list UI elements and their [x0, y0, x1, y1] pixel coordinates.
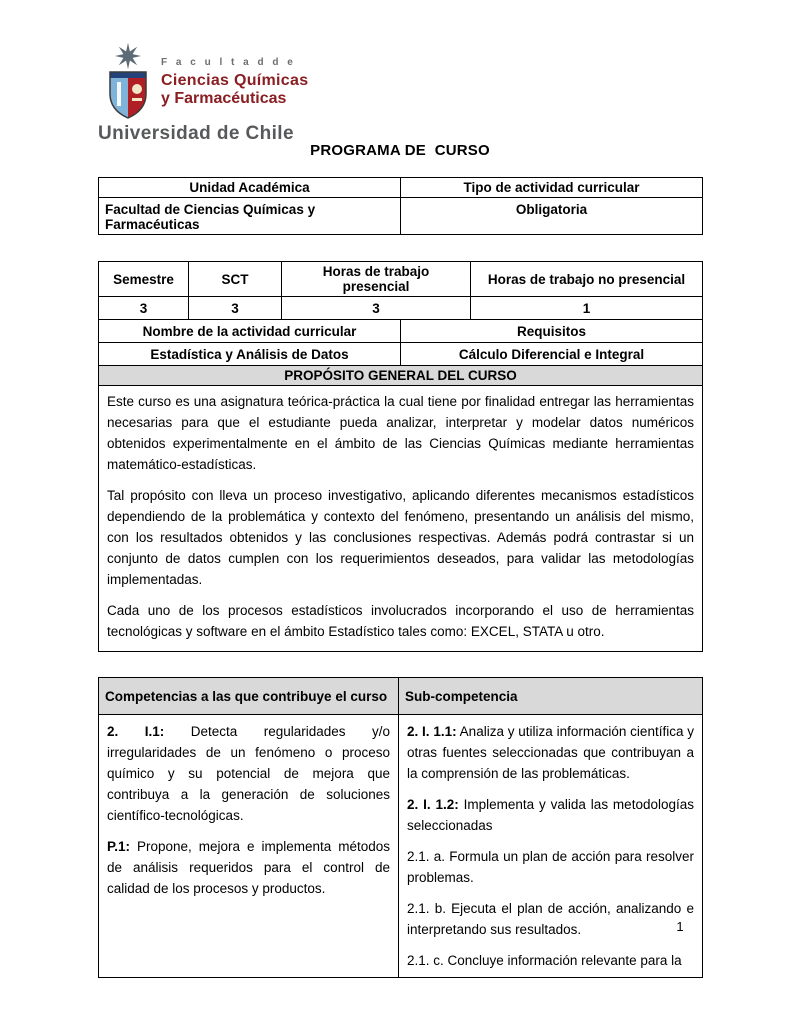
subcompetencia-item-5-text: 2.1. c. Concluye información relevante para la — [407, 953, 682, 968]
competencia-item-2 — [107, 836, 390, 899]
subcompetencia-item-1 — [407, 721, 694, 784]
subcompetencia-item-2 — [407, 794, 694, 836]
subcompetencia-item-4-text: 2.1. b. Ejecuta el plan de acción, analizando e interpretando sus resultados. — [407, 901, 694, 937]
logo-farmaceuticas-label: y Farmacéuticas — [161, 90, 287, 107]
subcompetencia-item-3 — [407, 846, 694, 888]
horas-presencial-header: Horas de trabajo presencial — [282, 262, 471, 297]
subcompetencia-item-1-text: Analiza y utiliza información científica y otras fuentes seleccionadas que contribuyan a la comprensión de las problemáticas. — [407, 724, 695, 781]
subcompetencia-item-5 — [407, 950, 694, 971]
university-logo — [98, 42, 309, 145]
logo-universidad-de-chile-label: Universidad de Chile — [98, 123, 294, 144]
requisitos-value: Cálculo Diferencial e Integral — [401, 343, 703, 366]
page-number: 1 — [676, 919, 684, 934]
requisitos-header: Requisitos — [401, 320, 703, 343]
proposito-paragraph-3: Cada uno de los procesos estadísticos involucrados incorporando el uso de herramientas tecnológicas y software en el ámbito Estadístico tales como: EXCEL, STATA u otro. — [107, 603, 694, 639]
unidad-academica-table — [98, 177, 703, 235]
horas-table — [98, 261, 703, 320]
subcompetencia-item-2-text: Implementa y valida las metodologías seleccionadas — [407, 797, 694, 833]
proposito-section-header: PROPÓSITO GENERAL DEL CURSO — [99, 366, 703, 386]
competencia-item-2-label: P.1: — [107, 839, 131, 854]
subcompetencia-header: Sub-competencia — [399, 678, 703, 715]
competencias-header: Competencias a las que contribuye el curso — [99, 678, 399, 715]
subcompetencia-item-3-text: 2.1. a. Formula un plan de acción para resolver problemas. — [407, 849, 694, 885]
nombre-actividad-value: Estadística y Análisis de Datos — [99, 343, 401, 366]
sct-header: SCT — [189, 262, 282, 297]
horas-no-presencial-value: 1 — [471, 297, 703, 320]
subcompetencia-item-1-label: 2. I. 1.1: — [407, 724, 457, 739]
subcompetencia-cell — [399, 715, 703, 978]
logo-ciencias-quimicas-label: Ciencias Químicas — [161, 72, 309, 89]
competencia-item-2-text: Propone, mejora e implementa métodos de análisis requeridos para el control de calidad de los procesos y productos. — [107, 839, 390, 896]
proposito-paragraph-1: Este curso es una asignatura teórica-práctica la cual tiene por finalidad entregar las herramientas necesarias para que el estudiante pueda analizar, interpretar y modelar datos numéricos obtenidos experimentalmente en el ámbito de las Ciencias Químicas mediante herramientas matemático-estadísticas. — [107, 394, 694, 472]
competencias-table — [98, 677, 703, 978]
competencia-item-1-text: Detecta regularidades y/o irregularidades de un fenómeno o proceso químico y su potencial de mejora que contribuya a la generación de soluciones científico-tecnológicas. — [107, 724, 391, 823]
unidad-academica-value: Facultad de Ciencias Químicas y Farmacéuticas — [99, 198, 401, 235]
subcompetencia-item-2-label: 2. I. 1.2: — [407, 797, 459, 812]
semestre-value: 3 — [99, 297, 189, 320]
competencias-cell — [99, 715, 399, 978]
competencia-item-1 — [107, 721, 390, 826]
subcompetencia-item-4 — [407, 898, 694, 940]
document-content — [98, 177, 703, 978]
document-title: PROGRAMA DE CURSO — [310, 142, 490, 159]
logo-text-block — [161, 42, 308, 108]
horas-no-presencial-header: Horas de trabajo no presencial — [471, 262, 703, 297]
tipo-actividad-header: Tipo de actividad curricular — [401, 178, 703, 198]
semestre-header: Semestre — [99, 262, 189, 297]
curso-table — [98, 319, 703, 652]
tipo-actividad-value: Obligatoria — [401, 198, 703, 235]
proposito-paragraph-2: Tal propósito con lleva un proceso investigativo, aplicando diferentes mecanismos estadísticos dependiendo de la problemática y contexto del fenómeno, presentando un análisis del mismo, con los resultados obtenidos y las conclusiones respectivas. Además podrá contrastar si un conjunto de datos cumplen con los requerimientos deseados, para validar las metodologías implementadas. — [107, 488, 694, 587]
university-crest-icon — [104, 42, 152, 120]
sct-value: 3 — [189, 297, 282, 320]
horas-presencial-value: 3 — [282, 297, 471, 320]
competencia-item-1-label: 2. I.1: — [107, 724, 165, 739]
unidad-academica-header: Unidad Académica — [99, 178, 401, 198]
logo-facultad-de-label: F a c u l t a d d e — [161, 57, 296, 68]
nombre-actividad-header: Nombre de la actividad curricular — [99, 320, 401, 343]
proposito-text-cell — [99, 386, 703, 652]
